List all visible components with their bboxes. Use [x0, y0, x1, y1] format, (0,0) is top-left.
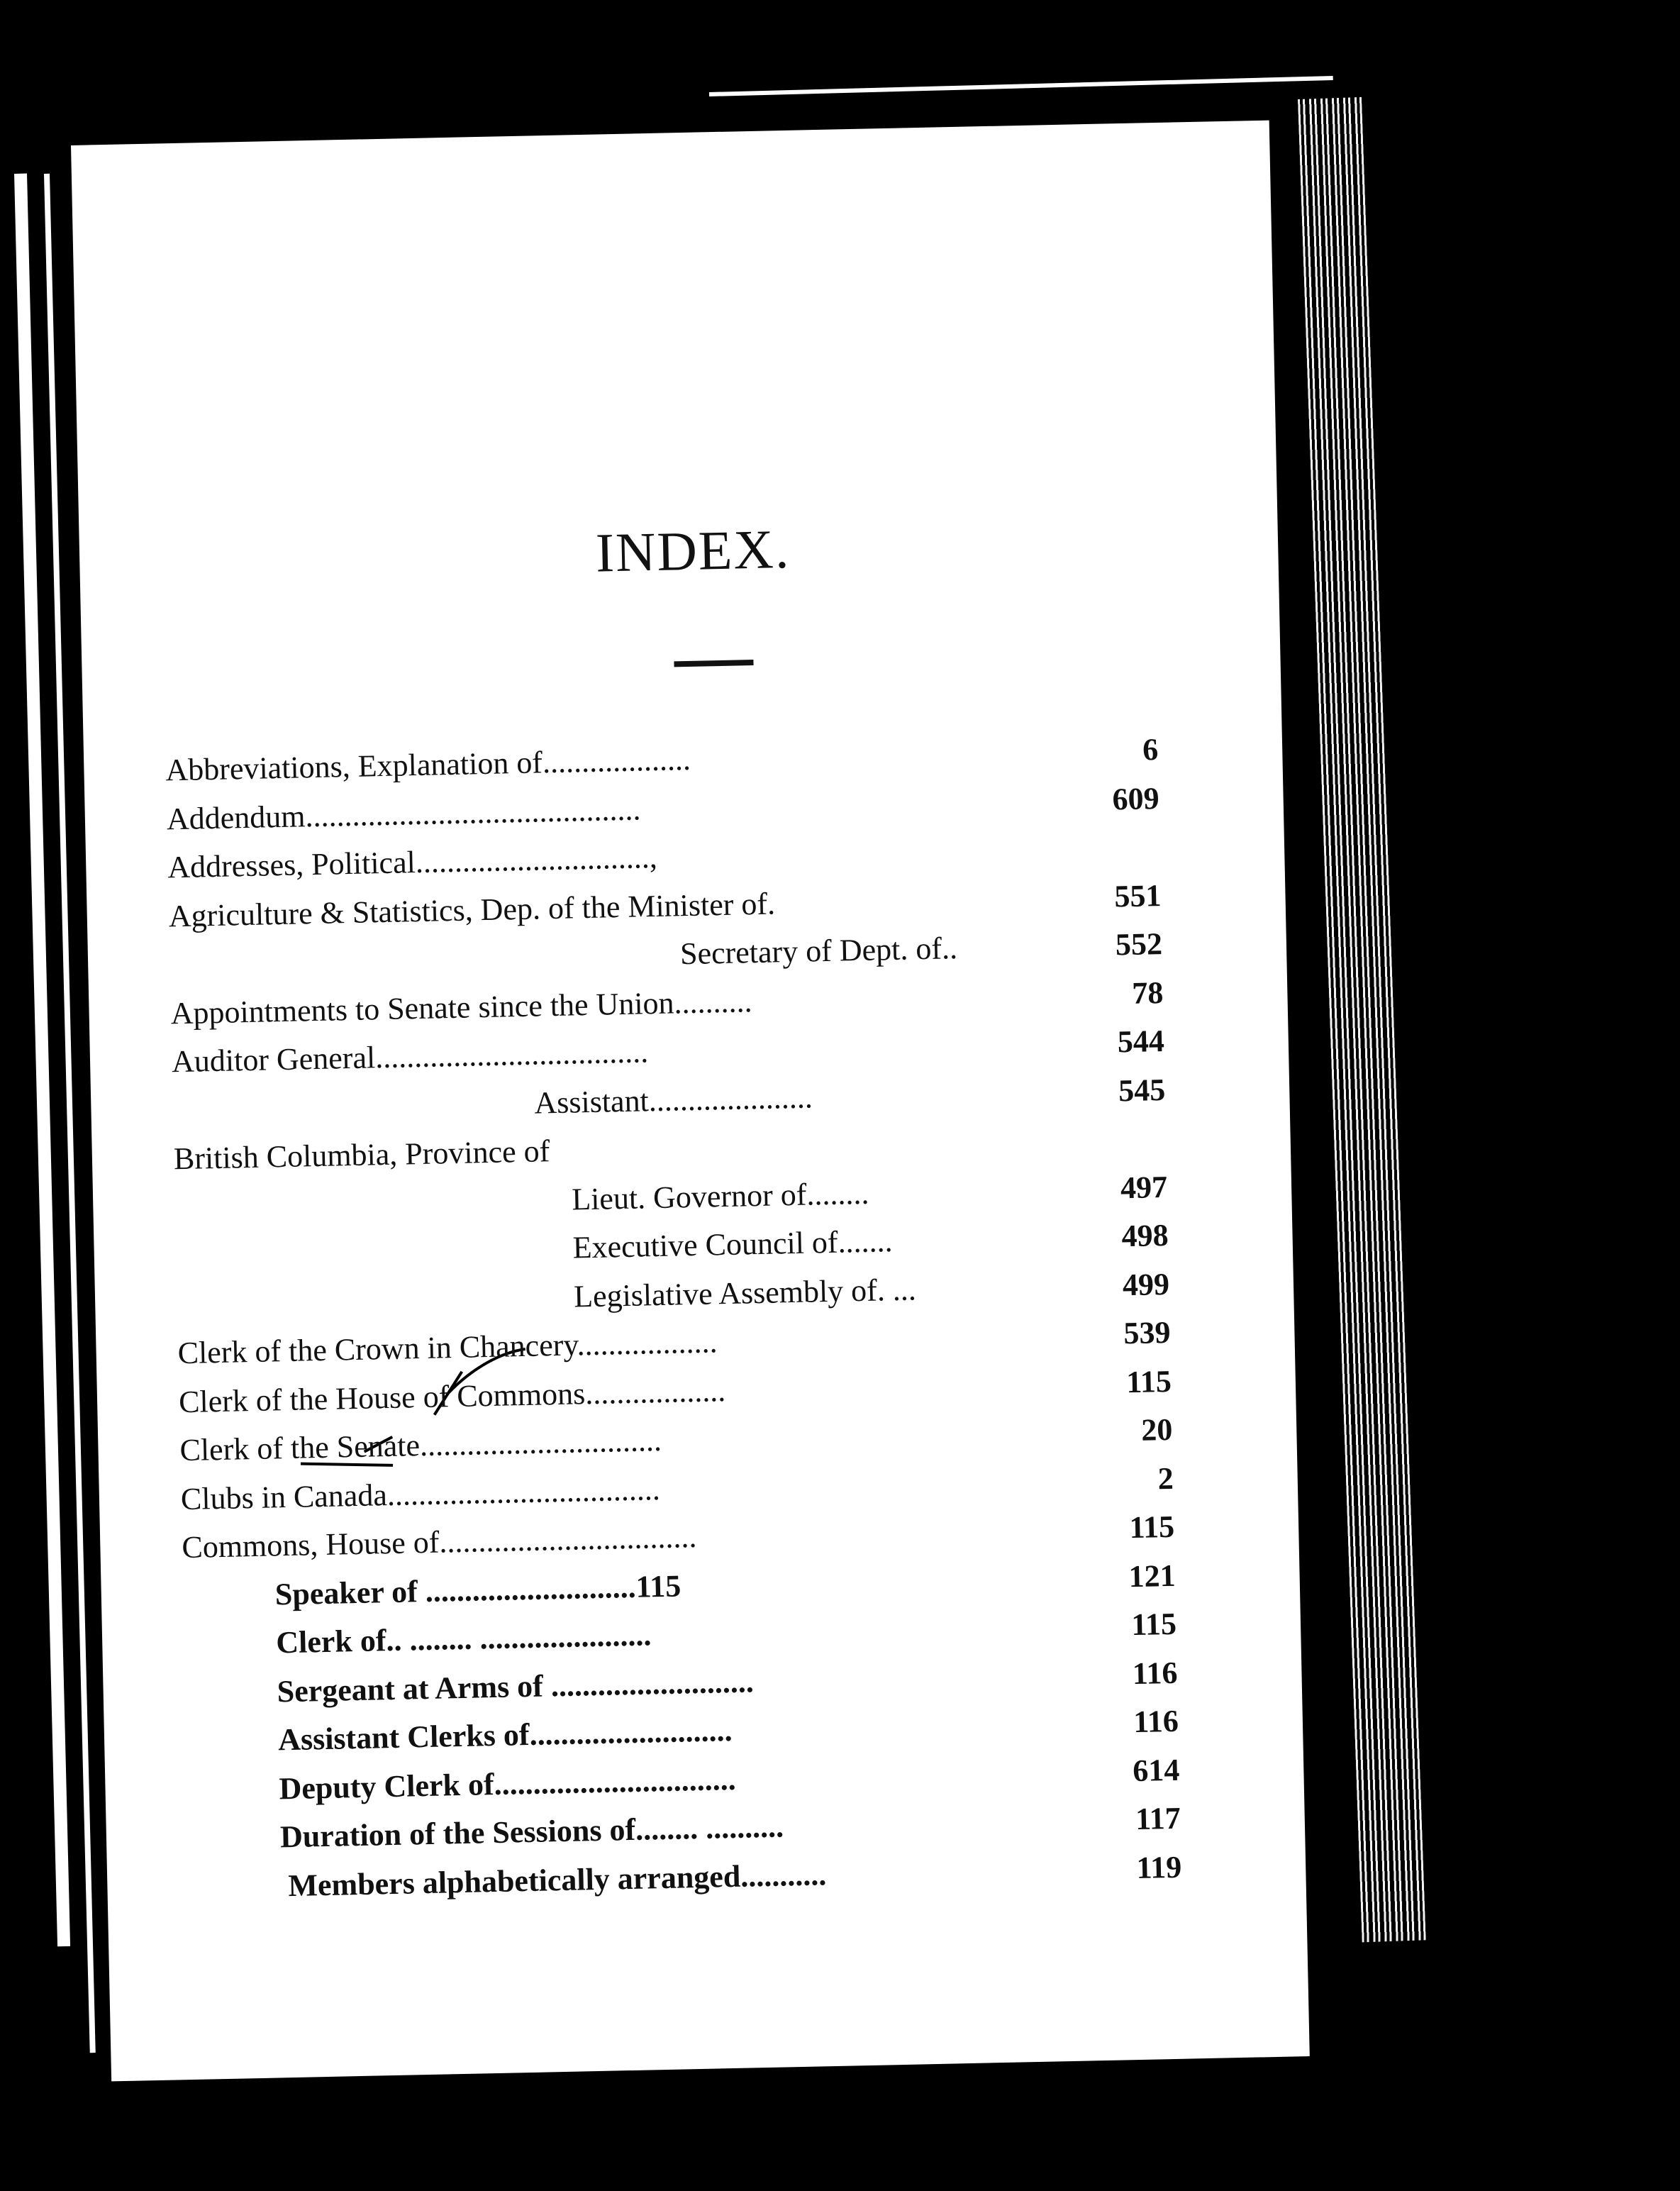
- page-title: INDEX.: [595, 517, 791, 584]
- index-entry-label: Clerk of.. ........ ......................: [275, 1617, 652, 1660]
- index-entry-label: Legislative Assembly of. ...: [573, 1271, 917, 1314]
- index-entry-label: Commons, House of.................................: [181, 1519, 697, 1565]
- book-fore-edge: [1298, 97, 1426, 1943]
- index-entry-page: 498: [1121, 1217, 1169, 1254]
- index-entry-label: Appointments to Senate since the Union..........: [170, 983, 752, 1031]
- index-entry-page: 20: [1140, 1411, 1173, 1448]
- index-entry-page: 116: [1132, 1655, 1178, 1691]
- index-entry-page: 115: [1125, 1363, 1172, 1399]
- index-entry-label: Clubs in Canada...................................: [180, 1471, 661, 1516]
- index-entries: [165, 726, 1182, 1912]
- index-entry-page: 552: [1115, 926, 1163, 963]
- index-entry-page: 119: [1136, 1849, 1182, 1885]
- index-entry-label: Executive Council of.......: [572, 1224, 894, 1265]
- index-entry-page: 121: [1128, 1558, 1176, 1594]
- index-entry-page: 2: [1157, 1460, 1174, 1496]
- index-entry-page: 551: [1113, 877, 1162, 914]
- index-entry-page: 609: [1112, 780, 1160, 816]
- page-content: [152, 121, 1257, 2080]
- index-entry-label: British Columbia, Province of: [173, 1133, 550, 1177]
- index-entry-label: Clerk of the Senate...............................: [179, 1422, 662, 1468]
- index-entry-page: 115: [1130, 1606, 1177, 1643]
- index-entry-label: Assistant.....................: [533, 1079, 813, 1121]
- index-entry-label: Auditor General...................................: [171, 1034, 649, 1080]
- index-entry-page: 539: [1123, 1314, 1171, 1351]
- index-entry-label: Lieut. Governor of........: [571, 1175, 869, 1217]
- index-entry-label: Clerk of the Crown in Chancery..................: [177, 1324, 718, 1371]
- index-entry-label: Assistant Clerks of..........................: [277, 1712, 733, 1758]
- index-entry-label: Speaker of ...........................115: [274, 1568, 682, 1612]
- index-entry-label: Sergeant at Arms of ..........................: [277, 1663, 755, 1709]
- index-entry-label: Abbreviations, Explanation of...................: [165, 741, 691, 788]
- index-entry-page: 545: [1118, 1072, 1166, 1108]
- index-entry-label: Agriculture & Statistics, Dep. of the Minister of.: [168, 885, 776, 933]
- title-rule: [674, 660, 753, 667]
- index-entry-page: 116: [1133, 1703, 1179, 1740]
- index-entry-label: Members alphabetically arranged...........: [287, 1856, 827, 1903]
- index-entry-label: Deputy Clerk of...............................: [279, 1761, 737, 1806]
- index-entry-label: Secretary of Dept. of..: [679, 931, 958, 972]
- index-entry-page: 614: [1132, 1752, 1180, 1788]
- index-entry-page: 117: [1135, 1800, 1181, 1837]
- index-entry-label: Clerk of the House of Commons..................: [178, 1372, 726, 1419]
- index-entry-label: Addresses, Political..............................,: [167, 839, 658, 885]
- book-left-edge: [14, 174, 70, 1947]
- index-page: [71, 121, 1310, 2082]
- index-entry-page: 499: [1122, 1266, 1170, 1302]
- index-entry-page: 6: [1142, 732, 1159, 767]
- index-entry-page: 497: [1120, 1169, 1168, 1205]
- index-entry-page: 78: [1131, 975, 1164, 1011]
- book-top-edge: [709, 76, 1333, 96]
- index-entry-page: 115: [1129, 1509, 1175, 1546]
- index-entry-label: Addendum...........................................: [166, 791, 641, 836]
- index-entry-page: 544: [1117, 1023, 1165, 1060]
- index-entry-label: Duration of the Sessions of........ ..........: [279, 1809, 784, 1855]
